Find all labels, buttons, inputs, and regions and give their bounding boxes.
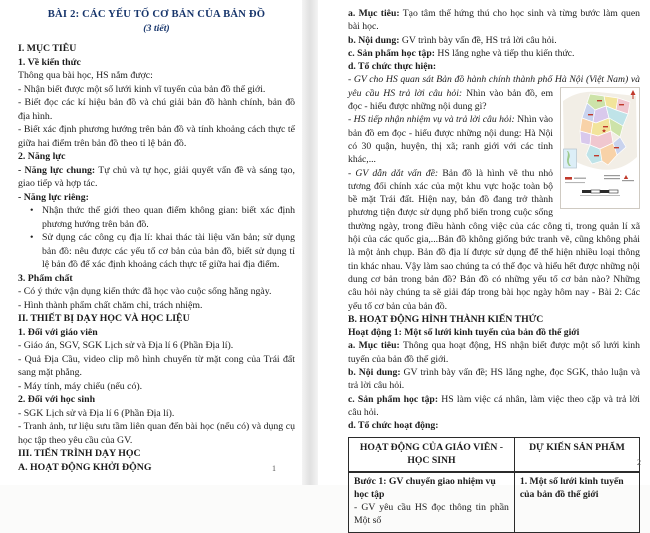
paragraph-lead: - GV cho HS quan sát Bản đồ hành chính thành phố Hà Nội (Việt Nam) và yêu cầu HS trả lời câu hỏi: xyxy=(348,74,640,99)
paragraph-text: Thông qua hoạt động, HS nhận biết được một số lưới kinh tuyến của bản đồ thế giới. xyxy=(348,340,640,365)
heading-hinh-thanh-kien-thuc: B. HOẠT ĐỘNG HÌNH THÀNH KIẾN THỨC xyxy=(348,313,544,325)
khoi-dong-body xyxy=(348,73,640,312)
page-gap xyxy=(302,0,318,485)
paragraph: - Tranh ảnh, tư liệu sưu tầm liên quan đến bài học (nếu có) và dụng cụ học tập theo yêu cầu của GV. xyxy=(18,421,295,446)
heading-muc-tieu: I. MỤC TIÊU xyxy=(18,43,77,54)
table-header-cell: DỰ KIẾN SẢN PHẨM xyxy=(514,437,639,472)
paragraph-lead: - GV dẫn dắt vấn đề: xyxy=(348,167,439,179)
paragraph: - Nhận biết được một số lưới kinh vĩ tuyến của bản đồ thế giới. xyxy=(18,83,266,95)
product-text: 1. Một số lưới kinh tuyến của bản đồ thế giới xyxy=(519,475,624,500)
step-label: Bước 1: GV chuyển giao nhiệm vụ học tập xyxy=(354,475,496,500)
heading-khoi-dong: A. HOẠT ĐỘNG KHỞI ĐỘNG xyxy=(18,461,152,473)
table-cell-activity xyxy=(349,472,515,533)
paragraph-lead: c. Sản phẩm học tập: xyxy=(348,393,439,405)
bullet-item: • Sử dụng các công cụ địa lí: khai thác tài liệu văn bản; sử dụng bản đồ: nêu được các yếu tố cơ bản của bản đồ, biết sử dụng tỉ lệ bản đồ để xác định khoảng cách thực tế giữa hai địa điểm. xyxy=(18,231,295,272)
paragraph-lead: c. Sản phẩm học tập: xyxy=(348,47,435,59)
paragraph-lead: a. Mục tiêu: xyxy=(348,8,400,19)
paragraph xyxy=(348,339,640,366)
paragraph-lead: b. Nội dung: xyxy=(348,367,401,379)
heading-thiet-bi: II. THIẾT BỊ DẠY HỌC VÀ HỌC LIỆU xyxy=(18,313,190,324)
heading-tien-trinh: III. TIẾN TRÌNH DẠY HỌC xyxy=(18,448,141,459)
paragraph xyxy=(348,7,640,34)
paragraph xyxy=(348,47,640,60)
paragraph: - SGK Lịch sử và Địa lí 6 (Phần Địa lí). xyxy=(18,407,175,419)
table-cell-product xyxy=(514,472,639,533)
heading-to-chuc-hoat-dong: d. Tổ chức hoạt động: xyxy=(348,420,439,432)
page-number-1: 1 xyxy=(272,464,276,473)
paragraph: - Quả Địa Cầu, video clip mô hình chuyển từ mặt cong của Trái đất sang mặt phẳng. xyxy=(18,353,295,378)
paragraph-text: HS làm việc cá nhân, làm việc theo cặp và trả lời câu hỏi. xyxy=(348,393,640,418)
paragraph: - Máy tính, máy chiếu (nếu có). xyxy=(18,380,143,392)
page-number-2: 2 xyxy=(637,458,641,467)
page-1 xyxy=(0,0,302,485)
heading-hoc-sinh: 2. Đối với học sinh xyxy=(18,394,96,405)
paragraph-lead: - Năng lực chung: xyxy=(18,164,96,176)
paragraph xyxy=(348,366,640,393)
hanoi-admin-map-image xyxy=(560,87,640,209)
heading-nang-luc-rieng: - Năng lực riêng: xyxy=(18,191,89,203)
paragraph-lead: b. Nội dung: xyxy=(348,34,400,46)
paragraph-text: Tự chủ và tự học, giải quyết vấn đề và sáng tạo, giao tiếp và hợp tác. xyxy=(18,164,295,189)
paragraph-text: HS lắng nghe và tiếp thu kiến thức. xyxy=(434,47,575,59)
step-detail: - GV yêu cầu HS đọc thông tin phần Một số xyxy=(354,502,509,527)
paragraph-text: Nhìn vào bản đồ, em đọc - hiểu được những nội dung gì? xyxy=(348,87,553,113)
heading-hoat-dong-1: Hoạt động 1: Một số lưới kinh tuyến của bản đồ thế giới xyxy=(348,327,580,339)
paragraph: - Có ý thức vận dụng kiến thức đã học vào cuộc sống hằng ngày. xyxy=(18,286,272,297)
paragraph xyxy=(348,73,640,113)
heading-to-chuc-thuc-hien: d. Tổ chức thực hiện: xyxy=(348,61,437,73)
map-scale-bar xyxy=(580,190,620,196)
paragraph: Thông qua bài học, HS nắm được: xyxy=(18,70,153,81)
table-header-cell: HOẠT ĐỘNG CỦA GIÁO VIÊN - HỌC SINH xyxy=(349,437,515,472)
paragraph-text: Bản đồ là hình vẽ thu nhỏ tương đối chính xác của một khu vực hoặc toàn bộ bề mặt Trái đất. Hiện nay, bản đồ đang trở thành phương tiện được sử dụng phổ biến trong cuộc sống thường ngày, trong điều hành công việc của các công ti, trong quản lí xã hội của các quốc gia,...Bản đồ không giống bức tranh vẽ, cũng không phải là một ảnh chụp. Bản đồ địa lí được sử dụng để thể hiện nhiều loại thông tin khác nhau. Vậy làm sao chúng ta có thể đọc và hiểu hết được những nội dung cơ bản trong bản đồ? Bản đồ có những yếu tố cơ bản nào? Những câu hỏi này chúng ta sẽ giải đáp trong bài học ngày hôm nay - Bài 2: Các yếu tố cơ bản của bản đồ. xyxy=(348,167,640,312)
paragraph-text: Tạo tâm thế hứng thú cho học sinh và từng bước làm quen bài học. xyxy=(348,8,640,33)
paragraph: - Giáo án, SGV, SGK Lịch sử và Địa lí 6 (Phần Địa lí). xyxy=(18,340,234,351)
paragraph xyxy=(18,164,295,191)
paragraph: - Hình thành phẩm chất chăm chỉ, trách nhiệm. xyxy=(18,299,203,311)
paragraph-text: GV trình bày vấn đề, HS trả lời câu hỏi. xyxy=(399,34,557,46)
document-subtitle: (3 tiết) xyxy=(143,23,170,34)
bullet-item: • Nhận thức thế giới theo quan điểm không gian: biết xác định phương hướng trên bản đồ. xyxy=(18,204,295,231)
map-inset xyxy=(564,149,577,168)
heading-pham-chat: 3. Phẩm chất xyxy=(18,272,73,284)
table-row xyxy=(349,472,640,533)
heading-giao-vien: 1. Đối với giáo viên xyxy=(18,326,98,338)
paragraph: - Biết đọc các kí hiệu bản đồ và chú giải bản đồ hành chính, bản đồ địa hình. xyxy=(18,97,295,122)
paragraph-lead: - HS tiếp nhận nhiệm vụ và trả lời câu hỏi: xyxy=(348,114,515,126)
paragraph-text: Nhìn vào bản đồ em đọc - hiểu được những nội dung: Hà Nội có 30 quận, huyện, thị xã; ranh giới với các tỉnh khác,... xyxy=(348,114,553,166)
heading-kien-thuc: 1. Về kiến thức xyxy=(18,56,81,68)
heading-nang-luc: 2. Năng lực xyxy=(18,151,66,162)
paragraph xyxy=(348,393,640,420)
paragraph: - Biết xác định phương hướng trên bản đồ và tính khoảng cách thực tế giữa hai điểm trên bản đồ theo tỉ lệ bản đồ. xyxy=(18,124,295,149)
paragraph-lead: a. Mục tiêu: xyxy=(348,340,400,352)
document-title: BÀI 2: CÁC YẾU TỐ CƠ BẢN CỦA BẢN ĐỒ xyxy=(47,9,266,20)
paragraph xyxy=(348,34,640,47)
page-2 xyxy=(318,0,650,527)
paragraph-text: GV trình bày vấn đề; HS lắng nghe, đọc SGK, thảo luận và trả lời câu hỏi. xyxy=(348,367,640,392)
